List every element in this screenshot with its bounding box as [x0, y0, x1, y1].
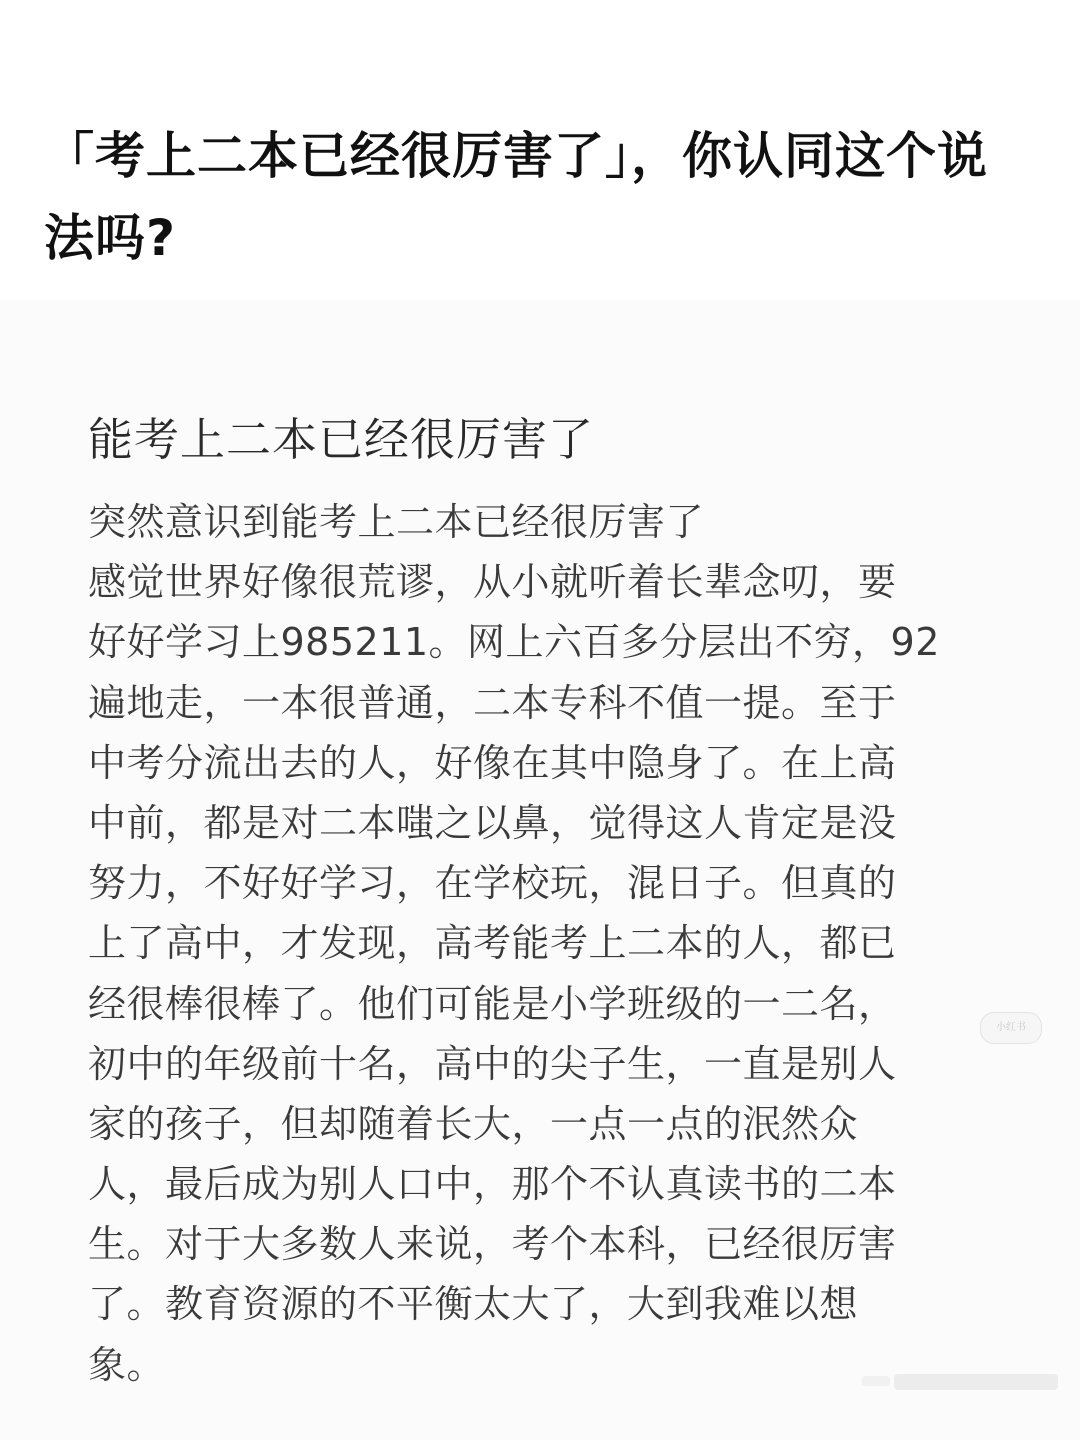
- body-line: 中前，都是对二本嗤之以鼻，觉得这人肯定是没: [88, 800, 897, 845]
- body-line: 初中的年级前十名，高中的尖子生，一直是别人: [88, 1041, 897, 1086]
- quoted-post-title: 能考上二本已经很厉害了: [88, 413, 595, 466]
- body-line: 人，最后成为别人口中，那个不认真读书的二本: [88, 1162, 897, 1207]
- watermark-badge: 小红书: [980, 1012, 1042, 1044]
- body-line: 中考分流出去的人，好像在其中隐身了。在上高: [88, 740, 897, 785]
- question-title: 「考上二本已经很厉害了」，你认同这个说法吗?: [44, 127, 988, 267]
- body-line: 象。: [88, 1342, 166, 1387]
- body-line: 突然意识到能考上二本已经很厉害了: [88, 500, 705, 544]
- body-line: 努力，不好好学习，在学校玩，混日子。但真的: [88, 861, 897, 906]
- body-line: 家的孩子，但却随着长大，一点一点的泯然众: [88, 1101, 859, 1146]
- body-line: 上了高中，才发现，高考能考上二本的人，都已: [88, 921, 897, 966]
- faded-signature-mark: [860, 1370, 1060, 1392]
- body-line: 感觉世界好像很荒谬，从小就听着长辈念叨，要: [88, 560, 897, 605]
- body-line: 好好学习上985211。网上六百多分层出不穷，92: [88, 620, 940, 665]
- body-line: 经很棒很棒了。他们可能是小学班级的一二名，: [88, 981, 897, 1026]
- body-line: 了。教育资源的不平衡太大了，大到我难以想: [88, 1282, 859, 1327]
- quoted-post-body: [88, 492, 988, 1395]
- body-line: 遍地走，一本很普通，二本专科不值一提。至于: [88, 680, 897, 725]
- body-line: 生。对于大多数人来说，考个本科，已经很厉害: [88, 1222, 897, 1267]
